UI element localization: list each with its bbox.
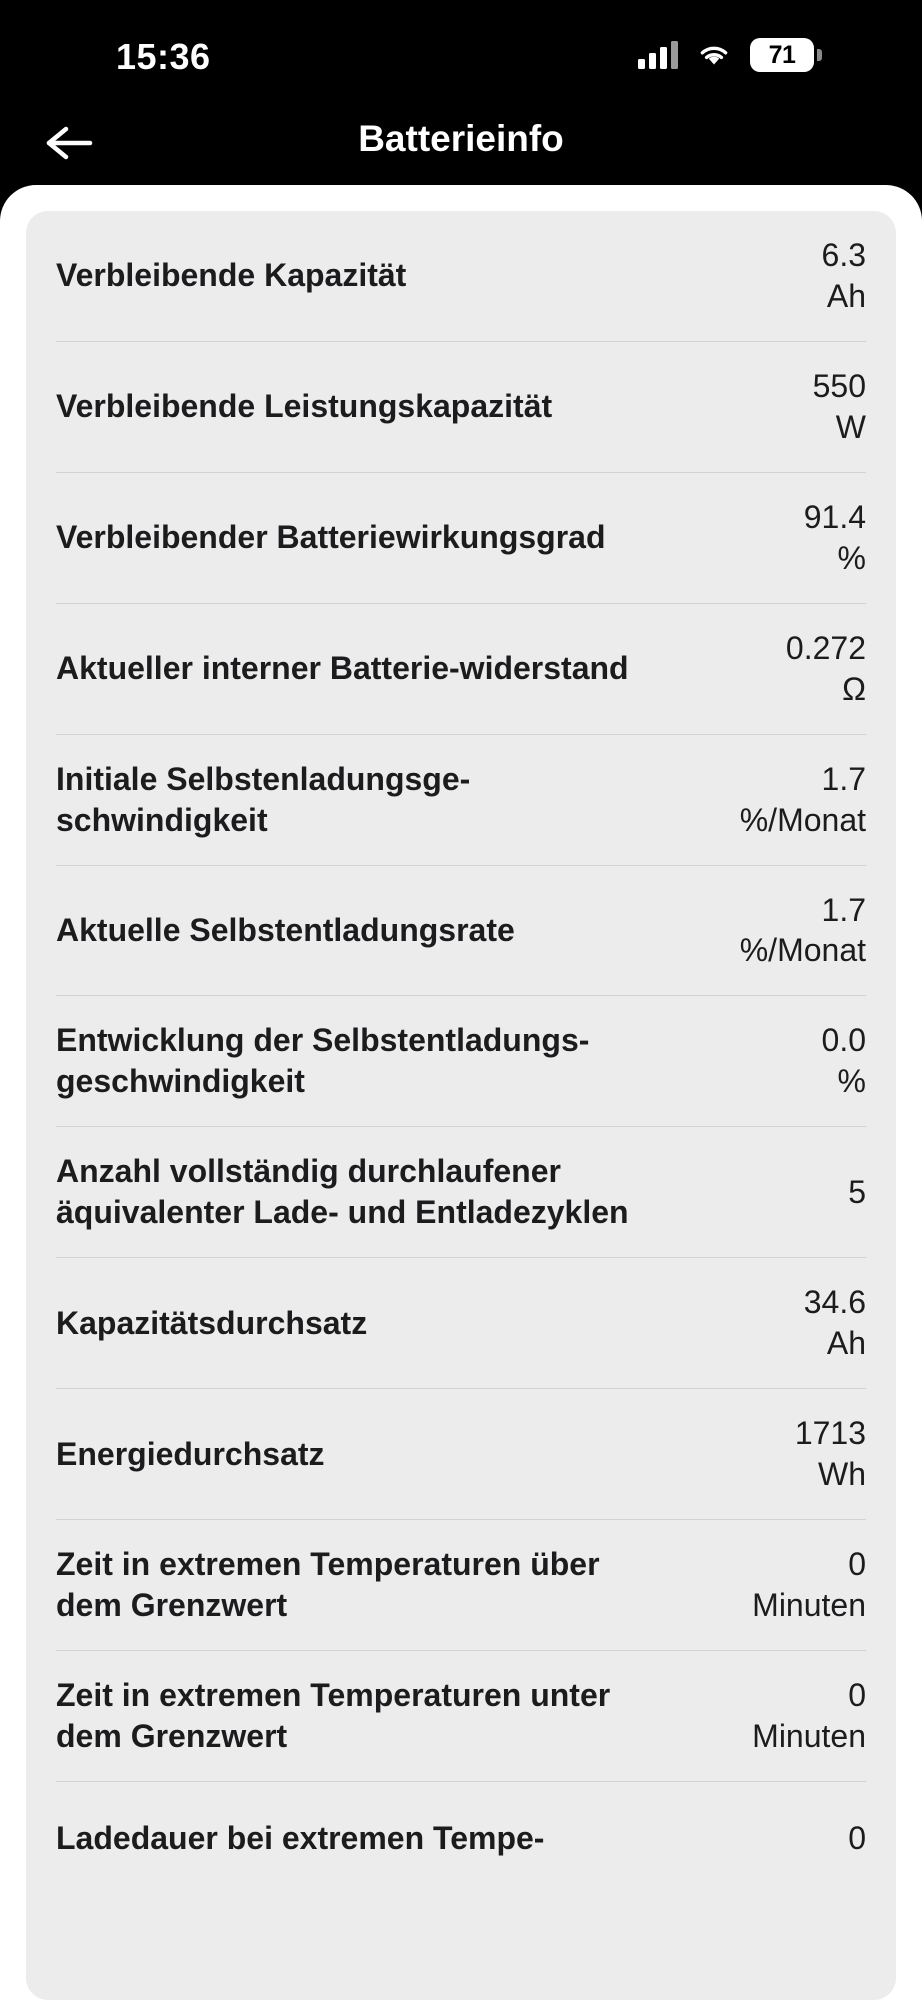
row-value-number: 1.7 <box>821 760 866 797</box>
table-row <box>56 1781 866 1896</box>
row-value <box>740 759 866 841</box>
row-value-unit: Ω <box>842 670 866 707</box>
row-label: Energiedurchsatz <box>56 1435 325 1472</box>
status-time: 15:36 <box>116 36 211 77</box>
row-value-unit: %/Monat <box>739 932 866 969</box>
row-value <box>848 1818 866 1859</box>
row-value-number: 91.4 <box>803 498 866 535</box>
battery-level-label: 71 <box>768 40 796 69</box>
table-row <box>56 995 866 1126</box>
status-bar <box>0 0 922 100</box>
status-indicators <box>638 38 814 72</box>
table-row <box>56 1650 866 1781</box>
row-label: Zeit in extremen Temperaturen unter dem Grenzwert <box>56 1676 611 1754</box>
row-value-number: 1713 <box>794 1415 866 1452</box>
battery-info-list[interactable] <box>26 211 896 2000</box>
table-row <box>56 1126 866 1257</box>
row-value-number: 0 <box>848 1546 866 1583</box>
row-value <box>752 1675 866 1757</box>
row-label: Verbleibender Batteriewirkungsgrad <box>56 519 606 556</box>
table-row <box>56 1257 866 1388</box>
table-row <box>56 211 866 341</box>
row-value <box>822 1020 866 1102</box>
table-row <box>56 1388 866 1519</box>
battery-icon <box>750 38 814 72</box>
row-value <box>795 1413 866 1495</box>
row-value-number: 0 <box>848 1820 866 1857</box>
row-label: Initiale Selbstenladungsge-schwindigkeit <box>56 760 471 838</box>
row-label: Aktueller interner Batterie-widerstand <box>56 650 629 687</box>
row-value-number: 1.7 <box>821 891 866 928</box>
cellular-signal-icon <box>638 41 678 69</box>
table-row <box>56 603 866 734</box>
row-label: Ladedauer bei extremen Tempe- <box>56 1820 545 1857</box>
row-value-unit: %/Monat <box>739 801 866 838</box>
row-label: Verbleibende Kapazität <box>56 257 407 294</box>
row-value-number: 0.272 <box>785 629 866 666</box>
row-value-number: 0.0 <box>821 1022 866 1059</box>
row-value-number: 34.6 <box>803 1284 866 1321</box>
row-label: Anzahl vollständig durchlaufener äquivalenter Lade- und Entladezyklen <box>56 1153 629 1231</box>
row-value <box>786 628 866 710</box>
wifi-icon <box>696 41 732 69</box>
row-value-unit: Ah <box>826 1325 866 1362</box>
table-row <box>56 865 866 996</box>
row-value <box>804 1282 866 1364</box>
row-value-number: 0 <box>848 1676 866 1713</box>
row-label: Kapazitätsdurchsatz <box>56 1304 368 1341</box>
nav-bar <box>0 100 922 185</box>
row-value-number: 5 <box>848 1173 866 1210</box>
row-value <box>848 1172 866 1213</box>
row-label: Aktuelle Selbstentladungsrate <box>56 912 515 948</box>
battery-nub <box>817 49 822 61</box>
row-value-number: 6.3 <box>821 237 866 273</box>
page-title: Batterieinfo <box>358 118 564 159</box>
table-row <box>56 1519 866 1650</box>
row-label: Entwicklung der Selbstentladungs-geschwindigkeit <box>56 1022 590 1100</box>
row-value-unit: % <box>837 1063 866 1100</box>
row-value <box>822 235 866 317</box>
row-value-unit: W <box>835 408 866 445</box>
row-value <box>752 1544 866 1626</box>
row-value-unit: Minuten <box>752 1587 866 1624</box>
row-value-number: 550 <box>812 367 866 404</box>
table-row <box>56 472 866 603</box>
row-label: Verbleibende Leistungskapazität <box>56 388 553 425</box>
row-label: Zeit in extremen Temperaturen über dem Grenzwert <box>56 1546 600 1624</box>
table-row <box>56 734 866 865</box>
row-value-unit: Wh <box>818 1456 866 1493</box>
row-value-unit: Ah <box>826 277 866 314</box>
row-value <box>813 366 866 448</box>
table-row <box>56 341 866 472</box>
row-value <box>740 890 866 972</box>
content-sheet <box>0 185 922 2000</box>
row-value-unit: Minuten <box>752 1717 866 1754</box>
row-value <box>804 497 866 579</box>
row-value-unit: % <box>837 539 866 576</box>
